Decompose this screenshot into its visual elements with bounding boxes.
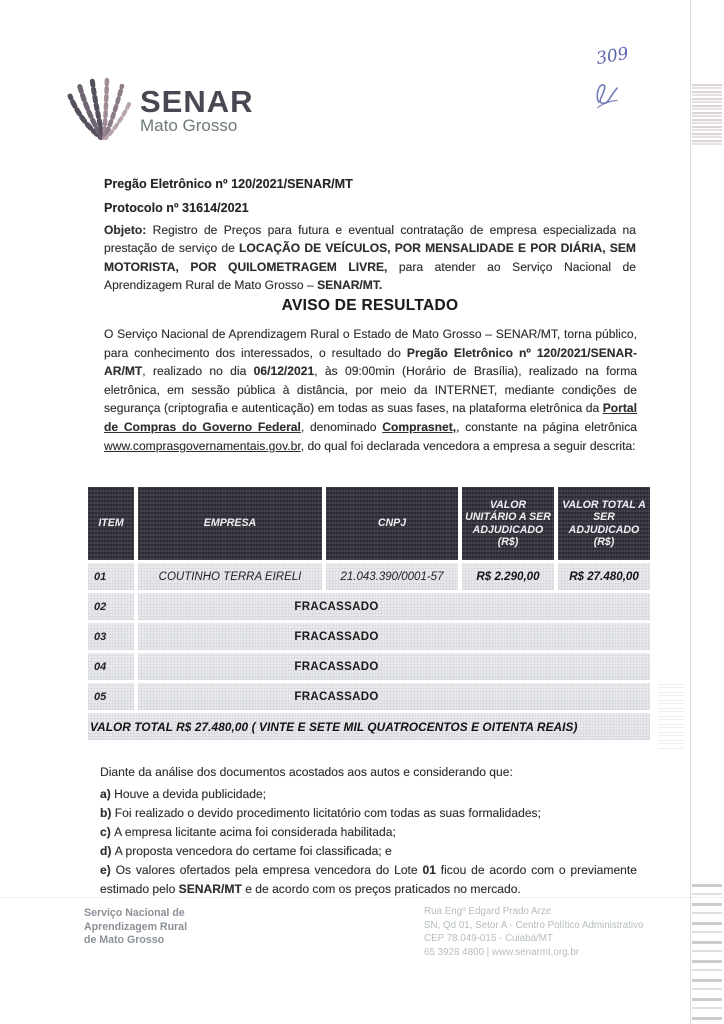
header-cnpj: CNPJ (326, 487, 458, 560)
table-row-failed (88, 683, 650, 710)
consideration-item-b: b) Foi realizado o devido procedimento licitatório com todas as suas formalidades; (100, 806, 541, 820)
consideration-item-a: a) Houve a devida publicidade; (100, 787, 267, 801)
handwritten-page-number: 309 (594, 43, 631, 70)
footer-address-line: Rua Engº Edgard Prado Arze (424, 906, 552, 917)
footer-address-line: 65 3928 4800 | www.senarmt.org.br (424, 946, 580, 958)
header-valor-total: VALOR TOTAL A SER ADJUDICADO (R$) (558, 487, 650, 560)
header-empresa: EMPRESA (138, 487, 322, 560)
logo-region: Mato Grosso (140, 116, 238, 135)
winner-valor-total: R$ 27.480,00 (558, 563, 650, 590)
senar-wheat-logo-icon (64, 74, 136, 140)
consideration-item-d: d) A proposta vencedora do certame foi classificada; e (100, 844, 392, 858)
results-table (88, 487, 650, 740)
footer-org-line: Serviço Nacional de (84, 907, 185, 919)
failed-item: 04 (88, 653, 134, 680)
footer-address (424, 905, 643, 959)
page-title: AVISO DE RESULTADO (281, 297, 459, 314)
table-row-failed (88, 593, 650, 620)
failed-status: FRACASSADO (138, 653, 650, 680)
pregao-number-line: Pregão Eletrônico nº 120/2021/SENAR/MT (104, 177, 353, 191)
failed-item: 02 (88, 593, 134, 620)
table-row-winner (88, 563, 650, 590)
footer-address-line: CEP 78.049-015 - Cuiabá/MT (424, 933, 553, 944)
document-heading (104, 172, 636, 220)
footer-organization (84, 907, 187, 948)
considerations-section (100, 763, 637, 899)
header-valor-unitario: VALOR UNITÁRIO A SER ADJUDICADO (R$) (462, 487, 554, 560)
winner-valor-unitario: R$ 2.290,00 (462, 563, 554, 590)
objeto-paragraph: Objeto: Registro de Preços para futura e eventual contratação de empresa especializada na prestação de serviço de LOCAÇÃO DE VEÍCULOS, POR MENSALIDADE E POR DIÁRIA, SEM MOTORISTA, POR QUILOMETRAGEM LIVRE, para atender ao Serviço Nacional de Aprendizagem Rural de Mato Grosso – SENAR/MT. (104, 223, 636, 292)
result-paragraph: O Serviço Nacional de Aprendizagem Rural o Estado de Mato Grosso – SENAR/MT, torna público, para conhecimento dos interessados, o resultado do Pregão Eletrônico nº 120/2021/SENAR-AR/MT, realizado no dia 06/12/2021, às 09:00min (Horário de Brasília), realizado na forma eletrônica, em sessão pública à distância, por meio da INTERNET, mediante condições de segurança (criptografia e autenticação) em todas as suas fases, na plataforma eletrônica da Portal de Compras do Governo Federal, denominado Comprasnet,, constante na página eletrônica www.comprasgovernamentais.gov.br, do qual foi declarada vencedora a empresa a seguir descrita: (104, 327, 638, 453)
table-row-total (88, 713, 650, 740)
failed-status: FRACASSADO (138, 683, 650, 710)
footer-address-line: SN, Qd 01, Setor A - Centro Político Administrativo (424, 919, 644, 931)
total-line: VALOR TOTAL R$ 27.480,00 ( VINTE E SETE MIL QUATROCENTOS E OITENTA REAIS) (88, 713, 650, 740)
scan-edge-line (690, 0, 691, 1024)
scan-artifact-mid-right (658, 684, 684, 750)
footer-org-line: Aprendizagem Rural (84, 920, 188, 933)
consideration-item-e: e) Os valores ofertados pela empresa vencedora do Lote 01 ficou de acordo com o previamente estimado pelo SENAR/MT e de acordo com os preços praticados no mercado. (100, 863, 637, 896)
header-item: ITEM (88, 487, 134, 560)
table-row-failed (88, 623, 650, 650)
footer-org-line: de Mato Grosso (84, 934, 165, 946)
failed-item: 03 (88, 623, 134, 650)
winner-item: 01 (88, 563, 134, 590)
consideration-item-c: c) A empresa licitante acima foi considerada habilitada; (100, 825, 396, 839)
winner-cnpj: 21.043.390/0001-57 (326, 563, 458, 590)
logo-name: SENAR (140, 84, 254, 119)
senar-logo (64, 74, 254, 140)
scan-artifact-top-right (692, 84, 722, 146)
table-row-failed (88, 653, 650, 680)
failed-status: FRACASSADO (138, 593, 650, 620)
winner-empresa: COUTINHO TERRA EIRELI (138, 563, 322, 590)
failed-item: 05 (88, 683, 134, 710)
considerations-intro: Diante da análise dos documentos acostados aos autos e considerando que: (100, 765, 513, 779)
handwritten-initials-mark (588, 75, 629, 120)
failed-status: FRACASSADO (138, 623, 650, 650)
scan-artifact-bottom-right (692, 884, 722, 1024)
table-header-row (88, 487, 650, 560)
protocol-number-line: Protocolo nº 31614/2021 (104, 201, 249, 215)
footer-divider (0, 897, 724, 898)
senar-logo-text (140, 84, 254, 136)
